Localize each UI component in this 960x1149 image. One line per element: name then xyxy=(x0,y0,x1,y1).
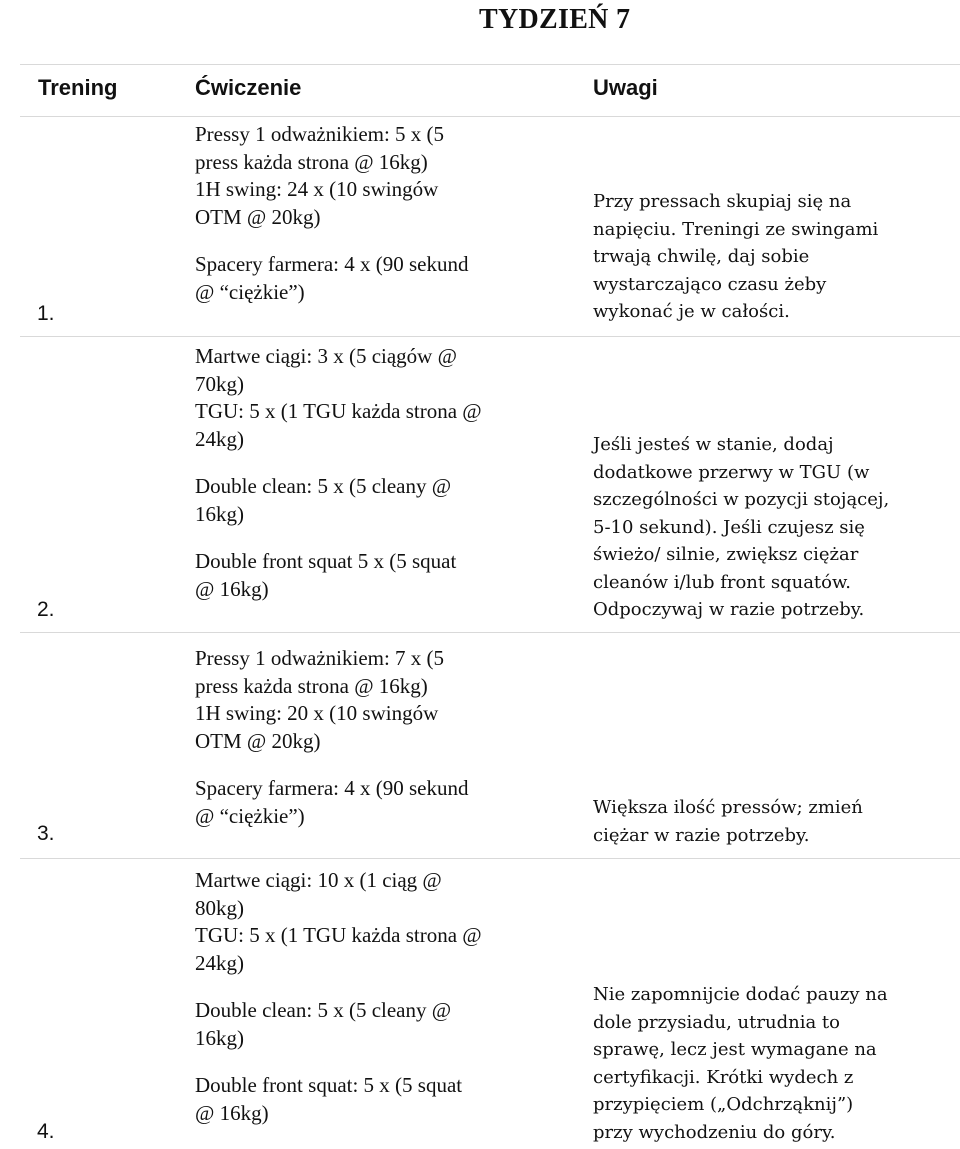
exercise-line: TGU: 5 x (1 TGU każda strona @ xyxy=(195,399,482,423)
exercise-line: Martwe ciągi: 3 x (5 ciągów @ xyxy=(195,344,457,368)
exercise-line: Pressy 1 odważnikiem: 7 x (5 xyxy=(195,646,445,670)
exercise-line: 16kg) xyxy=(195,1025,244,1050)
note-line: napięciu. Treningi ze swingami xyxy=(593,218,879,240)
note-line: sprawę, lecz jest wymagane na xyxy=(593,1039,877,1060)
notes-cell xyxy=(593,431,943,624)
exercise-line: @ 16kg) xyxy=(195,1100,269,1125)
divider xyxy=(20,116,960,117)
exercise-line: Double front squat: 5 x (5 squat xyxy=(195,1073,463,1097)
note-line: Większa ilość pressów; zmień xyxy=(593,797,863,818)
exercise-line: Double front squat 5 x (5 squat xyxy=(195,549,457,573)
exercise-line: TGU: 5 x (1 TGU każda strona @ xyxy=(195,923,482,947)
notes-cell xyxy=(593,981,943,1146)
note-line: Odpoczywaj w razie potrzeby. xyxy=(593,599,865,620)
note-line: dole przysiadu, utrudnia to xyxy=(593,1011,840,1033)
exercise-cell xyxy=(195,645,540,830)
exercise-line: 70kg) xyxy=(195,371,244,396)
page-title: TYDZIEŃ 7 xyxy=(479,4,631,35)
exercise-line: 16kg) xyxy=(195,501,244,526)
note-line: wystarczająco czasu żeby xyxy=(593,273,827,295)
exercise-line: 24kg) xyxy=(195,950,244,975)
note-line: wykonać je w całości. xyxy=(593,301,790,322)
note-line: ciężar w razie potrzeby. xyxy=(593,824,810,846)
note-line: świeżo/ silnie, zwiększ ciężar xyxy=(593,544,859,565)
training-number: 4. xyxy=(37,1120,55,1143)
exercise-line: @ “ciężkie”) xyxy=(195,279,305,304)
exercise-line: OTM @ 20kg) xyxy=(195,728,321,753)
note-line: trwają chwilę, daj sobie xyxy=(593,246,810,267)
exercise-line: 1H swing: 24 x (10 swingów xyxy=(195,177,439,201)
exercise-line: 24kg) xyxy=(195,426,244,451)
note-line: szczególności w pozycji stojącej, xyxy=(593,489,890,510)
note-line: Nie zapomnijcie dodać pauzy na xyxy=(593,984,888,1005)
notes-cell xyxy=(593,794,943,849)
column-header-notes: Uwagi xyxy=(593,75,658,100)
training-number: 2. xyxy=(37,598,55,621)
exercise-line: Martwe ciągi: 10 x (1 ciąg @ xyxy=(195,868,442,892)
note-line: przy wychodzeniu do góry. xyxy=(593,1121,836,1143)
exercise-line: press każda strona @ 16kg) xyxy=(195,149,428,174)
exercise-cell xyxy=(195,867,540,1127)
exercise-cell xyxy=(195,121,540,306)
exercise-line: 1H swing: 20 x (10 swingów xyxy=(195,701,439,725)
exercise-line: OTM @ 20kg) xyxy=(195,204,321,229)
exercise-line: @ “ciężkie”) xyxy=(195,803,305,828)
training-number: 1. xyxy=(37,302,55,325)
column-header-training: Trening xyxy=(38,75,118,100)
exercise-line: press każda strona @ 16kg) xyxy=(195,673,428,698)
note-line: 5-10 sekund). Jeśli czujesz się xyxy=(593,516,865,538)
exercise-line: Double clean: 5 x (5 cleany @ xyxy=(195,474,452,498)
note-line: Jeśli jesteś w stanie, dodaj xyxy=(593,434,834,455)
column-header-exercise: Ćwiczenie xyxy=(195,75,302,100)
exercise-line: Spacery farmera: 4 x (90 sekund xyxy=(195,776,469,800)
exercise-line: Spacery farmera: 4 x (90 sekund xyxy=(195,252,469,276)
exercise-line: 80kg) xyxy=(195,895,244,920)
note-line: przypięciem („Odchrząknij”) xyxy=(593,1094,854,1115)
training-number: 3. xyxy=(37,822,55,845)
exercise-cell xyxy=(195,343,540,603)
note-line: Przy pressach skupiaj się na xyxy=(593,191,852,212)
divider xyxy=(20,64,960,65)
exercise-line: @ 16kg) xyxy=(195,576,269,601)
notes-cell xyxy=(593,188,943,326)
note-line: dodatkowe przerwy w TGU (w xyxy=(593,461,870,483)
divider xyxy=(20,632,960,633)
exercise-line: Pressy 1 odważnikiem: 5 x (5 xyxy=(195,122,445,146)
note-line: certyfikacji. Krótki wydech z xyxy=(593,1066,854,1088)
divider xyxy=(20,336,960,337)
exercise-line: Double clean: 5 x (5 cleany @ xyxy=(195,998,452,1022)
note-line: cleanów i/lub front squatów. xyxy=(593,571,851,593)
divider xyxy=(20,858,960,859)
